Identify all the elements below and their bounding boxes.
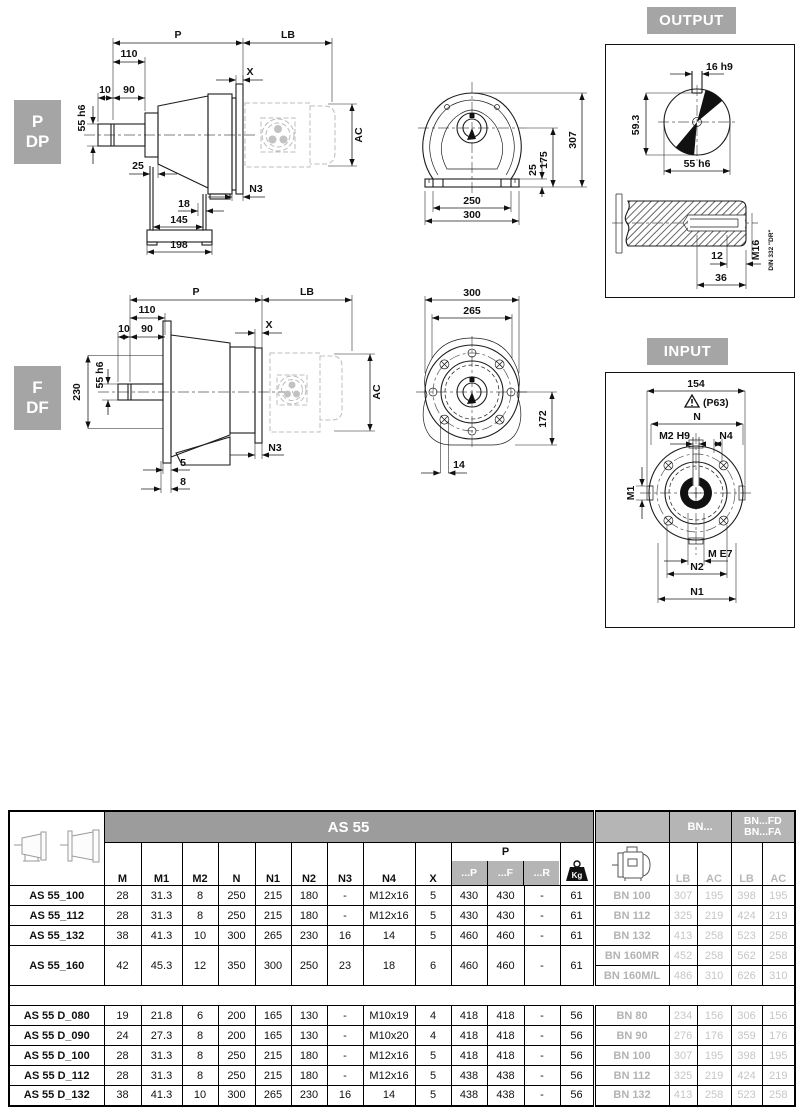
dim-label-55h6: 55 h6 xyxy=(94,361,106,389)
motor-value-cell: 307 xyxy=(669,1046,697,1066)
kg-value-cell: 56 xyxy=(560,1066,594,1086)
motor-value-cell: 156 xyxy=(762,1006,795,1026)
dim-label-90: 90 xyxy=(123,84,135,96)
dim-value-cell: 18 xyxy=(363,946,415,986)
motor-fan-emblem xyxy=(284,382,300,398)
dim-label-55h6: 55 h6 xyxy=(683,158,711,170)
p-value-cell: 430 xyxy=(451,906,487,926)
flange-view-drawing xyxy=(400,288,605,493)
p-value-cell: 438 xyxy=(451,1066,487,1086)
motor-value-cell: 424 xyxy=(731,1066,762,1086)
col-header-m1: M1 xyxy=(141,843,182,886)
kg-value-cell: 61 xyxy=(560,946,594,986)
label-df: DF xyxy=(26,398,49,417)
motor-value-cell: 258 xyxy=(762,1086,795,1106)
dim-value-cell: 180 xyxy=(291,1066,327,1086)
model-name-cell: AS 55_100 xyxy=(9,886,104,906)
motor-value-cell: 523 xyxy=(731,926,762,946)
dim-label-10: 10 xyxy=(118,323,130,335)
dim-value-cell: 130 xyxy=(291,1026,327,1046)
dim-label-m16: M16 xyxy=(750,239,762,261)
model-name-cell: AS 55 D_132 xyxy=(9,1086,104,1106)
p-value-cell: - xyxy=(524,1086,560,1106)
dim-value-cell: 165 xyxy=(255,1026,291,1046)
col-header-m2: M2 xyxy=(182,843,218,886)
dim-value-cell: 27.3 xyxy=(141,1026,182,1046)
motor-value-cell: 413 xyxy=(669,926,697,946)
dim-value-cell: 200 xyxy=(218,1006,255,1026)
dim-label-ac: AC xyxy=(353,127,365,143)
dim-label-14: 14 xyxy=(453,459,465,471)
dim-label-250: 250 xyxy=(463,195,481,207)
dim-value-cell: 28 xyxy=(104,886,141,906)
motor-value-cell: 562 xyxy=(731,946,762,966)
col-header-lb-bn: LB xyxy=(669,843,697,886)
dim-value-cell: 130 xyxy=(291,1006,327,1026)
dim-label-25: 25 xyxy=(132,160,144,172)
motor-value-cell: 219 xyxy=(762,1066,795,1086)
output-detail-drawing xyxy=(606,45,794,297)
col-header-x: X xyxy=(415,843,451,886)
p-value-cell: - xyxy=(524,1066,560,1086)
motor-value-cell: 176 xyxy=(762,1026,795,1046)
label-p: P xyxy=(31,111,44,131)
p-value-cell: 430 xyxy=(487,886,524,906)
dim-label-25: 25 xyxy=(527,164,539,176)
motor-value-cell: 325 xyxy=(669,906,697,926)
dim-value-cell: - xyxy=(327,1026,363,1046)
dim-value-cell: M10x19 xyxy=(363,1006,415,1026)
motor-value-cell: 452 xyxy=(669,946,697,966)
kg-value-cell: 56 xyxy=(560,1026,594,1046)
output-section-header: OUTPUT xyxy=(647,7,736,34)
kg-value-cell: 61 xyxy=(560,926,594,946)
motor-value-cell: 398 xyxy=(731,886,762,906)
input-section-header: INPUT xyxy=(647,338,728,365)
dim-value-cell: 45.3 xyxy=(141,946,182,986)
dim-value-cell: 250 xyxy=(291,946,327,986)
p-value-cell: - xyxy=(524,886,560,906)
table-row xyxy=(9,906,795,926)
motor-value-cell: 258 xyxy=(697,946,731,966)
table-row xyxy=(9,1026,795,1046)
dim-value-cell: 10 xyxy=(182,1086,218,1106)
p-value-cell: - xyxy=(524,1046,560,1066)
label-f: F xyxy=(32,377,43,397)
dim-value-cell: 180 xyxy=(291,906,327,926)
dim-value-cell: 165 xyxy=(255,1006,291,1026)
gear-housing xyxy=(163,321,262,465)
fdf-side-view-drawing xyxy=(58,285,408,535)
model-name-cell: AS 55_112 xyxy=(9,906,104,926)
p-value-cell: 418 xyxy=(487,1026,524,1046)
dim-value-cell: 200 xyxy=(218,1026,255,1046)
motor-value-cell: 307 xyxy=(669,886,697,906)
dim-value-cell: 5 xyxy=(415,906,451,926)
col-header-dots-r: ...R xyxy=(523,861,559,885)
dim-label-16h9: 16 h9 xyxy=(706,61,733,73)
dim-value-cell: 12 xyxy=(182,946,218,986)
dim-value-cell: 6 xyxy=(182,1006,218,1026)
motor-value-cell: 258 xyxy=(762,946,795,966)
dim-value-cell: 4 xyxy=(415,1026,451,1046)
kg-value-cell: 56 xyxy=(560,1086,594,1106)
dim-value-cell: 21.8 xyxy=(141,1006,182,1026)
p-value-cell: - xyxy=(524,946,560,986)
motor-value-cell: 310 xyxy=(697,966,731,986)
dim-value-cell: 300 xyxy=(218,1086,255,1106)
dim-label-n2: N2 xyxy=(690,561,704,573)
shaft-section-view xyxy=(612,194,758,253)
model-name-cell: AS 55_160 xyxy=(9,946,104,986)
dim-value-cell: 6 xyxy=(415,946,451,986)
col-header-n1: N1 xyxy=(255,843,291,886)
dim-value-cell: 31.3 xyxy=(141,886,182,906)
model-name-cell: AS 55_132 xyxy=(9,926,104,946)
p-value-cell: 438 xyxy=(451,1086,487,1106)
motor-value-cell: 359 xyxy=(731,1026,762,1046)
dim-label-175: 175 xyxy=(538,151,550,169)
p-value-cell: 418 xyxy=(487,1006,524,1026)
motor-name-cell: BN 132 xyxy=(594,1086,669,1106)
dim-value-cell: 5 xyxy=(415,1046,451,1066)
dim-value-cell: 250 xyxy=(218,1066,255,1086)
p-value-cell: 430 xyxy=(487,906,524,926)
p-value-cell: 418 xyxy=(451,1026,487,1046)
dim-value-cell: 41.3 xyxy=(141,1086,182,1106)
col-header-ac-fd: AC xyxy=(762,843,795,886)
dim-label-230: 230 xyxy=(71,383,83,401)
dim-value-cell: 16 xyxy=(327,1086,363,1106)
model-column-header xyxy=(9,811,104,886)
mounting-label-pdp xyxy=(14,100,61,164)
motor-outline xyxy=(245,103,335,167)
weight-column-header xyxy=(560,843,594,886)
table-row xyxy=(9,1006,795,1026)
dim-value-cell: - xyxy=(327,886,363,906)
p-value-cell: 438 xyxy=(487,1086,524,1106)
dim-label-n: N xyxy=(693,411,701,423)
motor-value-cell: 195 xyxy=(762,1046,795,1066)
dim-label-m1: M1 xyxy=(625,485,637,501)
dim-label-110: 110 xyxy=(120,48,138,60)
dim-label-300: 300 xyxy=(463,209,481,221)
motor-value-cell: 258 xyxy=(762,926,795,946)
table-body xyxy=(9,886,795,1106)
p-value-cell: - xyxy=(524,906,560,926)
p-value-cell: - xyxy=(524,1006,560,1026)
col-header-n3: N3 xyxy=(327,843,363,886)
pdp-side-view-drawing xyxy=(58,20,403,275)
dim-value-cell: 19 xyxy=(104,1006,141,1026)
dim-label-145: 145 xyxy=(170,214,188,226)
motor-name-cell: BN 100 xyxy=(594,1046,669,1066)
table-row xyxy=(9,926,795,946)
dim-label-5: 5 xyxy=(180,457,186,469)
dim-label-m2h9: M2 H9 xyxy=(659,430,690,442)
group-separator xyxy=(9,986,795,1006)
input-detail-drawing xyxy=(606,373,794,627)
motor-band-bnfd-bnfa: BN...FD BN...FA xyxy=(731,811,795,843)
p-column-group xyxy=(451,843,560,886)
warning-icon xyxy=(685,395,699,407)
motor-column-header xyxy=(594,843,669,886)
dim-value-cell: 300 xyxy=(218,926,255,946)
dim-value-cell: 250 xyxy=(218,1046,255,1066)
dim-value-cell: 5 xyxy=(415,1066,451,1086)
dim-value-cell: 8 xyxy=(182,886,218,906)
dim-value-cell: 250 xyxy=(218,906,255,926)
p-value-cell: 460 xyxy=(487,946,524,986)
motor-value-cell: 195 xyxy=(697,1046,731,1066)
p-value-cell: 418 xyxy=(451,1006,487,1026)
dim-value-cell: M12x16 xyxy=(363,906,415,926)
dim-label-300: 300 xyxy=(463,287,481,299)
p-value-cell: 460 xyxy=(487,926,524,946)
dim-value-cell: - xyxy=(327,1006,363,1026)
dim-value-cell: 215 xyxy=(255,906,291,926)
motor-band-spacer xyxy=(594,811,669,843)
motor-value-cell: 195 xyxy=(762,886,795,906)
table-band-row xyxy=(9,811,795,843)
gearmotor-icons xyxy=(13,823,101,871)
dim-label-59-3: 59.3 xyxy=(630,114,642,136)
svg-text:Kg: Kg xyxy=(571,871,582,880)
p-value-cell: 460 xyxy=(451,946,487,986)
dim-value-cell: 31.3 xyxy=(141,906,182,926)
motor-name-cell: BN 132 xyxy=(594,926,669,946)
dim-label-p: P xyxy=(174,29,182,41)
table-row xyxy=(9,886,795,906)
dim-value-cell: 180 xyxy=(291,886,327,906)
kg-value-cell: 56 xyxy=(560,1006,594,1026)
motor-value-cell: 626 xyxy=(731,966,762,986)
motor-band-bn: BN... xyxy=(669,811,731,843)
dim-label-18: 18 xyxy=(178,198,190,210)
table-row xyxy=(9,1046,795,1066)
separator-cell xyxy=(9,986,795,1006)
dim-value-cell: 23 xyxy=(327,946,363,986)
p-value-cell: 430 xyxy=(451,886,487,906)
table-row xyxy=(9,1086,795,1106)
dim-value-cell: 14 xyxy=(363,926,415,946)
dim-label-55h6: 55 h6 xyxy=(76,104,88,132)
dim-label-110: 110 xyxy=(138,304,156,316)
dim-label-265: 265 xyxy=(463,305,481,317)
motor-value-cell: 219 xyxy=(697,1066,731,1086)
dim-value-cell: 8 xyxy=(182,1066,218,1086)
dim-value-cell: 10 xyxy=(182,926,218,946)
model-name-cell: AS 55 D_080 xyxy=(9,1006,104,1026)
motor-value-cell: 413 xyxy=(669,1086,697,1106)
dim-label-36: 36 xyxy=(715,272,727,284)
table-row xyxy=(9,1066,795,1086)
p-group-label: P xyxy=(501,846,510,858)
dim-label-172: 172 xyxy=(537,410,549,428)
motor-name-cell: BN 112 xyxy=(594,1066,669,1086)
model-name-cell: AS 55 D_100 xyxy=(9,1046,104,1066)
motor-name-cell: BN 112 xyxy=(594,906,669,926)
dim-label-x: X xyxy=(246,66,254,78)
dim-value-cell: 5 xyxy=(415,926,451,946)
dim-label-ac: AC xyxy=(371,384,383,400)
dim-label-lb: LB xyxy=(281,29,295,41)
mounting-label-fdf xyxy=(14,366,61,430)
dim-value-cell: 28 xyxy=(104,906,141,926)
col-header-lb-fd: LB xyxy=(731,843,762,886)
motor-value-cell: 486 xyxy=(669,966,697,986)
table-row xyxy=(9,946,795,966)
dim-value-cell: 265 xyxy=(255,926,291,946)
dim-value-cell: 250 xyxy=(218,886,255,906)
col-header-dots-p: ...P xyxy=(452,861,487,885)
dim-label-x: X xyxy=(265,319,273,331)
motor-name-cell: BN 100 xyxy=(594,886,669,906)
dim-label-lb: LB xyxy=(300,286,314,298)
keyway-wedge-upper xyxy=(697,90,722,122)
kg-value-cell: 61 xyxy=(560,906,594,926)
motor-value-cell: 176 xyxy=(697,1026,731,1046)
dim-label-me7: M E7 xyxy=(708,548,733,560)
dim-label-p63: (P63) xyxy=(703,397,729,409)
motor-value-cell: 424 xyxy=(731,906,762,926)
dim-label-12: 12 xyxy=(711,250,723,262)
motor-value-cell: 195 xyxy=(697,886,731,906)
motor-value-cell: 258 xyxy=(697,1086,731,1106)
motor-name-cell: BN 160MR xyxy=(594,946,669,966)
motor-value-cell: 219 xyxy=(762,906,795,926)
dim-label-90: 90 xyxy=(141,323,153,335)
label-dp: DP xyxy=(25,132,50,151)
dim-value-cell: 180 xyxy=(291,1046,327,1066)
dim-value-cell: 350 xyxy=(218,946,255,986)
dim-value-cell: M12x16 xyxy=(363,886,415,906)
motor-value-cell: 398 xyxy=(731,1046,762,1066)
dim-label-154: 154 xyxy=(687,378,705,390)
motor-value-cell: 523 xyxy=(731,1086,762,1106)
dim-label-din332: DIN 332 "DR" xyxy=(768,229,775,271)
dim-value-cell: - xyxy=(327,1066,363,1086)
front-view-drawing xyxy=(400,48,600,238)
weight-kg-icon xyxy=(565,860,589,882)
dim-label-10: 10 xyxy=(99,84,111,96)
dim-label-p: P xyxy=(192,286,200,298)
dim-value-cell: 8 xyxy=(182,1046,218,1066)
p-value-cell: 460 xyxy=(451,926,487,946)
dimensions-table xyxy=(8,810,796,1107)
dim-value-cell: 4 xyxy=(415,1006,451,1026)
electric-motor-icon xyxy=(611,846,653,882)
dim-label-8: 8 xyxy=(180,476,186,488)
dim-value-cell: 42 xyxy=(104,946,141,986)
col-header-n2: N2 xyxy=(291,843,327,886)
dim-value-cell: 5 xyxy=(415,886,451,906)
motor-name-cell: BN 80 xyxy=(594,1006,669,1026)
dim-value-cell: 31.3 xyxy=(141,1066,182,1086)
dim-value-cell: M10x20 xyxy=(363,1026,415,1046)
dim-value-cell: 38 xyxy=(104,926,141,946)
motor-outline xyxy=(270,353,342,432)
dim-value-cell: 8 xyxy=(182,1026,218,1046)
motor-value-cell: 310 xyxy=(762,966,795,986)
p-value-cell: 418 xyxy=(451,1046,487,1066)
motor-value-cell: 234 xyxy=(669,1006,697,1026)
dim-value-cell: 31.3 xyxy=(141,1046,182,1066)
motor-value-cell: 258 xyxy=(697,926,731,946)
dim-value-cell: 265 xyxy=(255,1086,291,1106)
dim-value-cell: 5 xyxy=(415,1086,451,1106)
dim-value-cell: M12x16 xyxy=(363,1066,415,1086)
model-name-cell: AS 55 D_112 xyxy=(9,1066,104,1086)
dim-value-cell: 41.3 xyxy=(141,926,182,946)
motor-value-cell: 325 xyxy=(669,1066,697,1086)
dim-value-cell: 300 xyxy=(255,946,291,986)
dim-value-cell: 28 xyxy=(104,1066,141,1086)
dim-value-cell: 8 xyxy=(182,906,218,926)
motor-fan-emblem xyxy=(269,125,288,144)
dim-value-cell: 14 xyxy=(363,1086,415,1106)
motor-value-cell: 156 xyxy=(697,1006,731,1026)
dim-label-n4: N4 xyxy=(719,430,733,442)
p-value-cell: - xyxy=(524,1026,560,1046)
col-header-dots-f: ...F xyxy=(487,861,523,885)
table-subheader-row xyxy=(9,843,795,886)
dim-label-n3: N3 xyxy=(249,183,263,195)
col-header-m: M xyxy=(104,843,141,886)
motor-value-cell: 219 xyxy=(697,906,731,926)
kg-value-cell: 61 xyxy=(560,886,594,906)
col-header-n: N xyxy=(218,843,255,886)
motor-name-cell: BN 160M/L xyxy=(594,966,669,986)
p-value-cell: 438 xyxy=(487,1066,524,1086)
p-value-cell: 418 xyxy=(487,1046,524,1066)
col-header-ac-bn: AC xyxy=(697,843,731,886)
dim-value-cell: 215 xyxy=(255,886,291,906)
dim-value-cell: 24 xyxy=(104,1026,141,1046)
dim-value-cell: 38 xyxy=(104,1086,141,1106)
dim-value-cell: 215 xyxy=(255,1046,291,1066)
dim-value-cell: 230 xyxy=(291,1086,327,1106)
dim-label-198: 198 xyxy=(170,239,188,251)
dim-label-307: 307 xyxy=(567,131,579,149)
dim-value-cell: 215 xyxy=(255,1066,291,1086)
dim-value-cell: M12x16 xyxy=(363,1046,415,1066)
p-value-cell: - xyxy=(524,926,560,946)
dim-value-cell: - xyxy=(327,1046,363,1066)
dim-label-n3: N3 xyxy=(268,442,282,454)
col-header-n4: N4 xyxy=(363,843,415,886)
kg-value-cell: 56 xyxy=(560,1046,594,1066)
motor-value-cell: 276 xyxy=(669,1026,697,1046)
series-title: AS 55 xyxy=(104,811,594,843)
dim-value-cell: - xyxy=(327,906,363,926)
gear-housing xyxy=(145,84,243,245)
dim-label-n1: N1 xyxy=(690,586,704,598)
model-name-cell: AS 55 D_090 xyxy=(9,1026,104,1046)
dim-value-cell: 16 xyxy=(327,926,363,946)
motor-name-cell: BN 90 xyxy=(594,1026,669,1046)
dim-value-cell: 230 xyxy=(291,926,327,946)
motor-value-cell: 306 xyxy=(731,1006,762,1026)
dim-value-cell: 28 xyxy=(104,1046,141,1066)
